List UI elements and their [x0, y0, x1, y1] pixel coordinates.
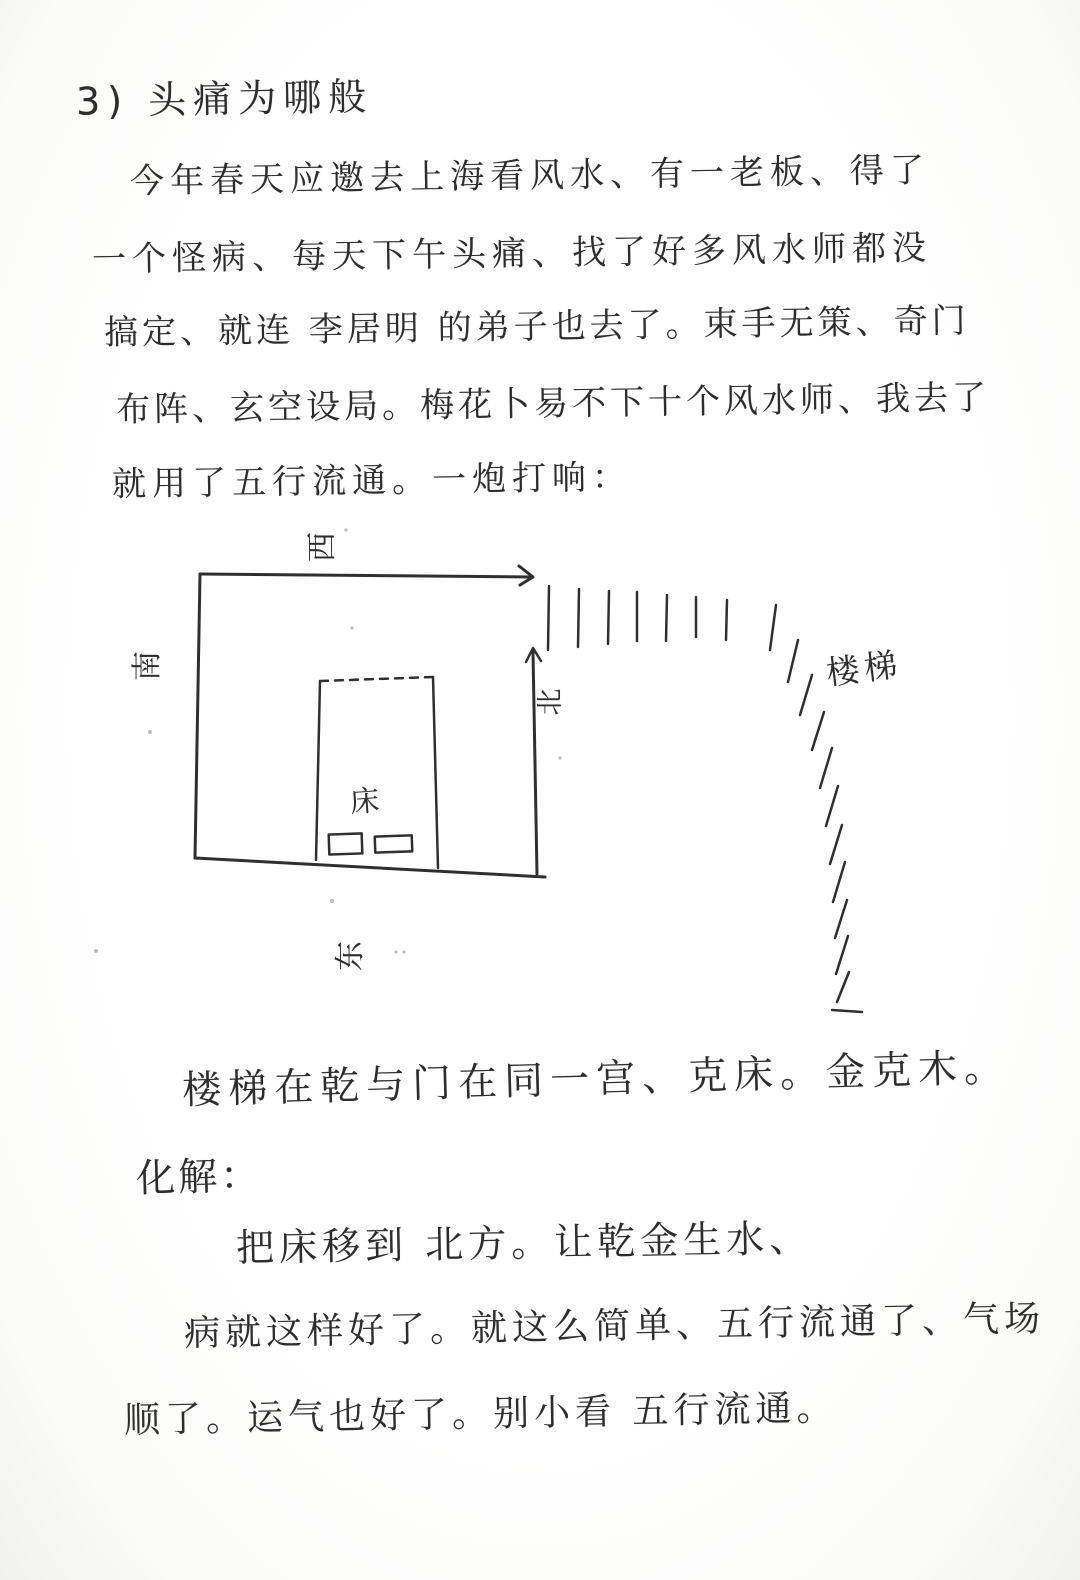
bed-left-side [316, 681, 320, 860]
remedy-line: 把床移到 北方。让乾金生水、 [235, 1215, 813, 1271]
room-outline [195, 566, 545, 877]
paragraph-line: 搞定、就连 李居明 的弟子也去了。束手无策、奇门 [103, 300, 970, 354]
section-title: 3) 头痛为哪般 [75, 74, 374, 124]
scan-specks [94, 528, 562, 953]
remedy-line: 病就这样好了。就这么简单、五行流通了、气场 [183, 1298, 1046, 1355]
paragraph-line: 一个怪病、每天下午头痛、找了好多风水师都没 [91, 228, 933, 280]
bed-outline [316, 677, 438, 868]
analysis-line: 楼梯在乾与门在同一宫、克床。金克木。 [181, 1045, 1011, 1114]
left-wall [195, 574, 200, 858]
paragraph-line: 就用了五行流通。一炮打响： [111, 457, 633, 505]
top-wall-arrow [200, 574, 531, 577]
stairs-bottom-tick [832, 1010, 862, 1012]
remedy-line: 顺了。运气也好了。别小看 五行流通。 [123, 1387, 838, 1442]
paragraph-line: 今年春天应邀去上海看风水、有一老板、得了 [129, 150, 931, 202]
pillow-right [375, 835, 413, 852]
stairs-label: 楼梯 [824, 644, 905, 693]
bed-top-dashed [320, 677, 433, 681]
direction-label-west: 西 [305, 532, 340, 562]
bottom-wall [195, 858, 545, 877]
direction-label-south: 南 [130, 651, 165, 681]
stairs-step-marks [548, 586, 862, 1012]
paragraph-line: 布阵、玄空设局。梅花卜易不下十个风水师、我去了 [115, 377, 991, 431]
bed-label: 床 [348, 783, 381, 819]
direction-label-east: 东 [333, 941, 368, 971]
direction-label-north: 北 [535, 688, 566, 716]
bed-right-side [433, 677, 438, 868]
floorplan-diagram [90, 500, 970, 1040]
pillow-left [329, 833, 363, 854]
remedy-heading: 化解： [135, 1153, 263, 1202]
